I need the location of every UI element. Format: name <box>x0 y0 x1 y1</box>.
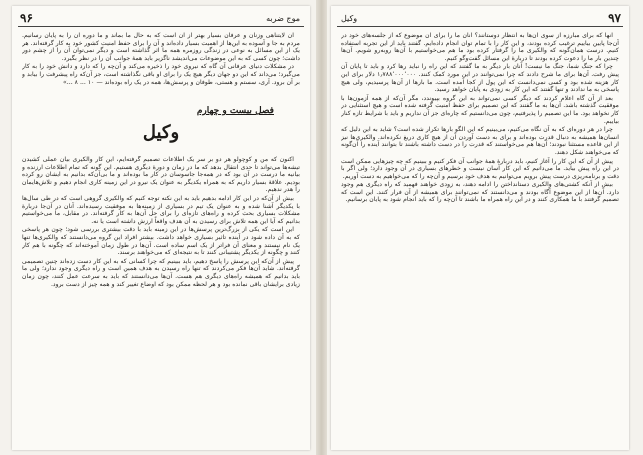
paragraph: اکنون که من و کوچولو هر دو بر سر یک اطلاعات تصمیم گرفته‌ایم، این کار والکیری بیان عملی کشیدن تیشه‌ها می‌تواند تا حدی انتقال بدهد که ما در زمان و دورهٔ دیگری هستیم. این گونه که تمام اطلاعات ارزنده و بیانیه ما درست در آن بود که در همه‌جا جاسوسان در کار ما بوده‌اند و ما بی‌آن‌که بدانیم به ایشان رو کرده بودیم. علاقهٔ بسیار داریم که به همراه یکدیگر به عنوان یک نیرو در این زمینه کاری انجام دهیم و تلاش‌هایمان را هدر ندهیم. <box>22 156 300 194</box>
left-page <box>12 6 310 450</box>
paragraph: چرا که جنگ شما، جنگ ما نیست! آنان بار دیگر به ما گفتند که این راه را نباید رها کرد و باید تا پایان آن پیش رفت. آن‌ها برای ما شرح دادند که چرا نمی‌توانند در این مورد کمک کنند. ۱٫۷۸۸٬۰۰۰٬۰۰۰ دلار برای این کار هزینه شده بود و کسی نمی‌دانست که این پول از کجا آمده است. ما بارها از آن‌ها پرسیدیم، ولی هیچ پاسخی به ما ندادند و تنها گفتند که این کار به زودی به پایان خواهد رسید. <box>341 63 619 94</box>
right-page <box>331 6 629 450</box>
paragraph: پیش از آن که این کار را آغاز کنیم، باید دربارهٔ همهٔ جوانب آن فکر کنیم و ببینیم که چه چیزهایی ممکن است در این راه پیش بیاید. ما می‌دانیم که این کار آسان نیست و خطرهای بسیاری در آن وجود دارد؛ ولی اگر با دقت و برنامه‌ریزی درست پیش برویم می‌توانیم به هدف خود برسیم و آن‌چه را که می‌خواهیم به دست آوریم. <box>341 157 619 180</box>
chapter-heading <box>22 106 300 143</box>
left-running-head: موج ضربه <box>266 14 300 23</box>
left-page-number: ۹۶ <box>20 11 33 25</box>
right-body-text <box>341 32 619 444</box>
paragraph: پیش از آن‌که این پرسش را پاسخ دهیم، باید ببینیم که چرا کسانی که به این کار دست زده‌اند چنین تصمیمی گرفته‌اند. شاید آن‌ها فکر می‌کردند که تنها راه رسیدن به هدف همین است و راه دیگری وجود ندارد؛ ولی ما باید بدانیم که همیشه راه‌های دیگری هم هست. آن‌ها می‌دانستند که باید به سرعت عمل کنند، چون زمان زیادی برایشان باقی نمانده بود و هر لحظه ممکن بود که اوضاع تغییر کند و همه چیز از دست برود. <box>22 257 300 288</box>
left-top-text <box>22 32 300 86</box>
right-running-head: وکیل <box>341 14 358 23</box>
left-page-header <box>18 12 304 27</box>
paragraph: در مشکلات دنیای عرفانی آن گاه که نیروی خود را ذخیره می‌کند و آن‌چه را که دارد و دانش خود را به کار می‌گیرد؛ می‌داند که این دو جهان دیگر هیچ یک را برای او باقی نگذاشته است، جز آن‌که راه پیشرفت را بیابد و بر آن برود. آری، سستم و هستی، طوفان و پرسش‌ها، همه در یک راه بوده‌اند — ۱۰ ... ۸ ...» <box>22 63 300 86</box>
chapter-title: وکیل <box>142 122 180 143</box>
section-title: فصل بیست و چهارم <box>196 106 274 116</box>
paragraph: بیش از آنکه کشتی‌های والکیری دستانداختن را ادامه دهند، به زودی خواهند فهمید که راه دیگری هم وجود دارد. آن‌ها از این موضوع آگاه بودند و می‌دانستند که نمی‌توانند برای همیشه از آن فرار کنند. این است که تصمیم گرفتند با ما همکاری کنند و در این راه همراه ما باشند تا آن‌چه را که باید انجام شود به پایان برسانیم. <box>341 181 619 204</box>
book-gutter <box>316 0 327 455</box>
paragraph: آنها که برای مبارزه از سوی آن‌ها به انتظار دوستانند؟ آنان ما را برای آن موضوع که از جلسه‌های خود در آن‌جا پایین بیاییم ترغیب کرده بودند، و این کار را با تمام توان انجام داده‌ایم. گفتند باید از این تجربه استفاده کنیم. درست همان‌گونه که والکیری ما را گرفتار کرده بود ما هم می‌خواستیم با آن‌ها روبه‌رو شویم. آن‌ها چندین بار ما را دعوت کرده بودند تا دربارهٔ این مسائل گفت‌وگو کنیم. <box>341 32 619 62</box>
paragraph: چرا در هر دوره‌ای که به آن نگاه می‌کنیم، می‌بینیم که این الگو بارها تکرار شده است؟ شاید به این دلیل که انسان‌ها همیشه به دنبال قدرت بوده‌اند و برای به دست آوردن آن از هیچ کاری دریغ نکرده‌اند. والکیری‌ها نیز از این قاعده مستثنا نبودند؛ آن‌ها هم می‌خواستند که قدرت را در دست داشته باشند تا بتوانند آینده را آن‌گونه که می‌خواهند شکل دهند. <box>341 126 619 156</box>
paragraph: آن لایتناهی وزنان و عرفان بسیار بهتر از آن است که به حال ما بماند و ما دوره آن را به پایان رسانیم. مردم به جا و آسوده به این‌ها از اهمیت بسیار داده‌اند و آن را برای حفظ امنیت کشور خود به کار گرفته‌اند. هر یک از این مسائل به نوعی در زندگی روزمره همه ما اثر گذاشته است و دیگر نمی‌توان آن را از چشم دور داشت؛ چون کسی که به این موضوعات می‌اندیشد ناگزیر باید همهٔ جوانب آن را در نظر بگیرد. <box>22 32 300 62</box>
paragraph: بیش از آن‌که در این کار ادامه بدهیم باید به این نکته توجه کنیم که والکیری گروهی است که در طی سال‌ها با یکدیگر آشنا شده و به عنوان یک تیم در بسیاری از زمینه‌ها به موفقیت رسیده‌اند. آنان در آن‌جا دربارهٔ مشکلات بسیاری بحث کرده و راه‌های تازه‌ای را برای حل آن‌ها به کار گرفته‌اند. در مقابل، ما می‌خواستیم بدانیم که آیا این همه تلاش برای رسیدن به آن هدف واقعاً ارزش داشته است یا نه. <box>22 194 300 225</box>
paragraph: بعد از آن گاه اعلام کردند که دیگر کسی نمی‌تواند به این گروه بپیوندد، مگر آن‌که از همه آزمون‌ها با موفقیت گذشته باشد. آن‌ها به ما گفتند که این تصمیم برای حفظ امنیت گرفته شده است و هیچ استثنایی در کار نخواهد بود. ما این تصمیم را پذیرفتیم، چون می‌دانستیم که چاره‌ای جز آن نداریم و باید با شرایط تازه کنار بیاییم. <box>341 94 619 125</box>
right-page-header <box>337 12 623 27</box>
paragraph: این است که یکی از بزرگ‌ترین پرسش‌ها در این زمینه باید با دقت بیشتری بررسی شود؛ چون هر پاسخی که به آن داده شود در آینده تاثیر بسیاری خواهد داشت. بیشتر افراد این گروه می‌دانستند که والکیری‌ها تنها یک نام نیستند و معنای آن فراتر از یک اسم ساده است. آن‌ها در طول زمان آموخته‌اند که چگونه با هم کار کنند و چگونه از یکدیگر پشتیبانی کنند تا به نتیجه‌ای که می‌خواهند برسند. <box>22 226 300 257</box>
right-page-number: ۹۷ <box>608 11 621 25</box>
left-body-text <box>22 156 300 444</box>
